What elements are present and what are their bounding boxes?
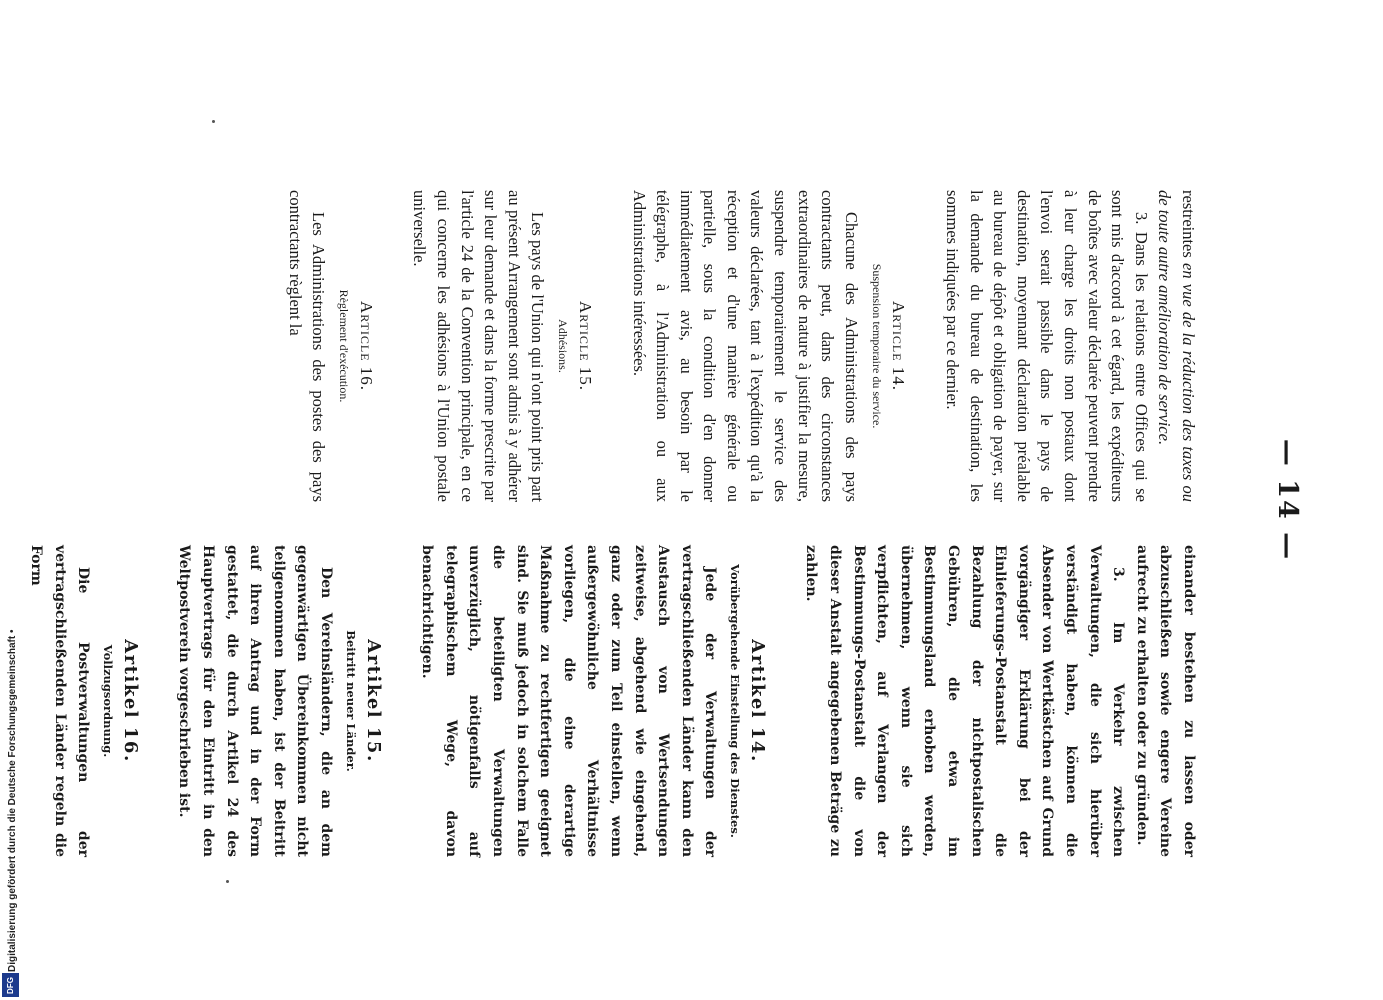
dfg-logo-icon: DFG [2, 973, 19, 997]
french-article-14-subtitle: Suspension temporaire du service. [869, 263, 884, 429]
german-article-15-text: Den Vereinsländern, die an dem gegenwärtigen Übereinkommen nicht teilgenommen haben, ist der Beitritt auf ihren Antrag und in der Form gestattet, die durch Artikel 24 des Hauptvertrags für den Eintritt in den Weltpostverein vorgeschrieben ist. [176, 545, 334, 857]
german-paragraph-3: 3. Im Verkehr zwischen Verwaltungen, die sich hierüber verständigt haben, können die Absender von Wertkästchen auf Grund vorgängiger Erklärung bei der Einlieferungs-Postanstalt die Bezahlung der nichtpostalischen Gebühren, die etwa im Bestimmungsland erhoben werden, übernehmen, wenn sie sich verpflichten, auf Verlangen der Bestimmungs-Postanstalt die von dieser Anstalt angegebenen Beträge zu zahlen. [803, 545, 1127, 857]
german-article-16-title: Artikel 16. [119, 639, 141, 763]
scan-speck [212, 120, 215, 123]
german-column [23, 545, 1200, 857]
digitization-credit [0, 0, 26, 1000]
german-article-15-subtitle: Beitritt neuer Länder. [344, 630, 358, 772]
french-article-15-subtitle: Adhésions. [556, 319, 571, 373]
french-article-16-text: Les Administrations des postes des pays contractants règlent la [285, 190, 329, 502]
page-number: — 14 — [1272, 438, 1303, 562]
french-article-16-title: Article 16. [356, 300, 376, 392]
german-article-15-title: Artikel 15. [362, 639, 384, 763]
scan-speck [226, 880, 229, 883]
french-article-15-title: Article 15. [575, 300, 595, 392]
credit-text: Digitalisierung gefördert durch die Deutsche Forschungsgemeinschaft • [7, 629, 18, 972]
french-article-14-text: Chacune des Administrations des pays contractants peut, dans des circonstances extraordinaires de nature à justifier la mesure, suspendre temporairement le service des valeurs déclarées, tant à l'expédition qu'à la réception et d'une manière générale ou partielle, sous la condition d'en donner immédiatement avis, au besoin par le télégraphe, à l'Administration ou aux Administrations intéressées. [629, 190, 861, 502]
german-continuation: einander bestehen zu lassen oder abzuschließen sowie engere Vereine aufrecht zu erhalten oder zu gründen. [1133, 545, 1197, 857]
german-article-14-title: Artikel 14. [746, 639, 768, 763]
french-article-16-subtitle: Règlement d'exécution. [337, 289, 352, 403]
french-paragraph-3: 3. Dans les relations entre Offices qui se sont mis d'accord à cet égard, les expéditeurs de boîtes avec valeur déclarée peuvent prendre à leur charge les droits non postaux dont l'envoi serait passible dans le pays de destination, moyennant déclaration préalable au bureau de dépôt et obligation de payer, sur la demande du bureau de destination, les sommes indiquées par ce dernier. [943, 190, 1151, 502]
german-article-16-subtitle: Vollzugsordnung. [101, 644, 116, 758]
french-column [283, 190, 1200, 502]
german-article-16-text: Die Postverwaltungen der vertragschließenden Länder regeln die Form [28, 545, 92, 857]
german-article-14-text: Jede der Verwaltungen der vertragschließenden Länder kann den Austausch von Wertsendungen zeitweise, abgehend wie eingehend, ganz oder zum Teil einstellen, wenn außergewöhnliche Verhältnisse vorliegen, die eine derartige Maßnahme zu rechtfertigen geeignet sind. Sie muß jedoch in solchem Falle die beteiligten Verwaltungen unverzüglich, nötigenfalls auf telegraphischem Wege, davon benachrichtigen. [419, 545, 719, 857]
german-article-14-subtitle: Vorübergehende Einstellung des Dienstes. [728, 564, 743, 838]
french-continuation: restreintes en vue de la réduction des taxes ou de toute autre amélioration de service. [1155, 190, 1198, 502]
french-article-15-text: Les pays de l'Union qui n'ont point pris part au présent Arrangement sont admis à y adhérer sur leur demande et dans la forme prescrite par l'article 24 de la Convention principale, en ce qui concerne les adhésions à l'Union postale universelle. [410, 190, 548, 502]
french-article-14-title: Article 14. [889, 300, 909, 392]
